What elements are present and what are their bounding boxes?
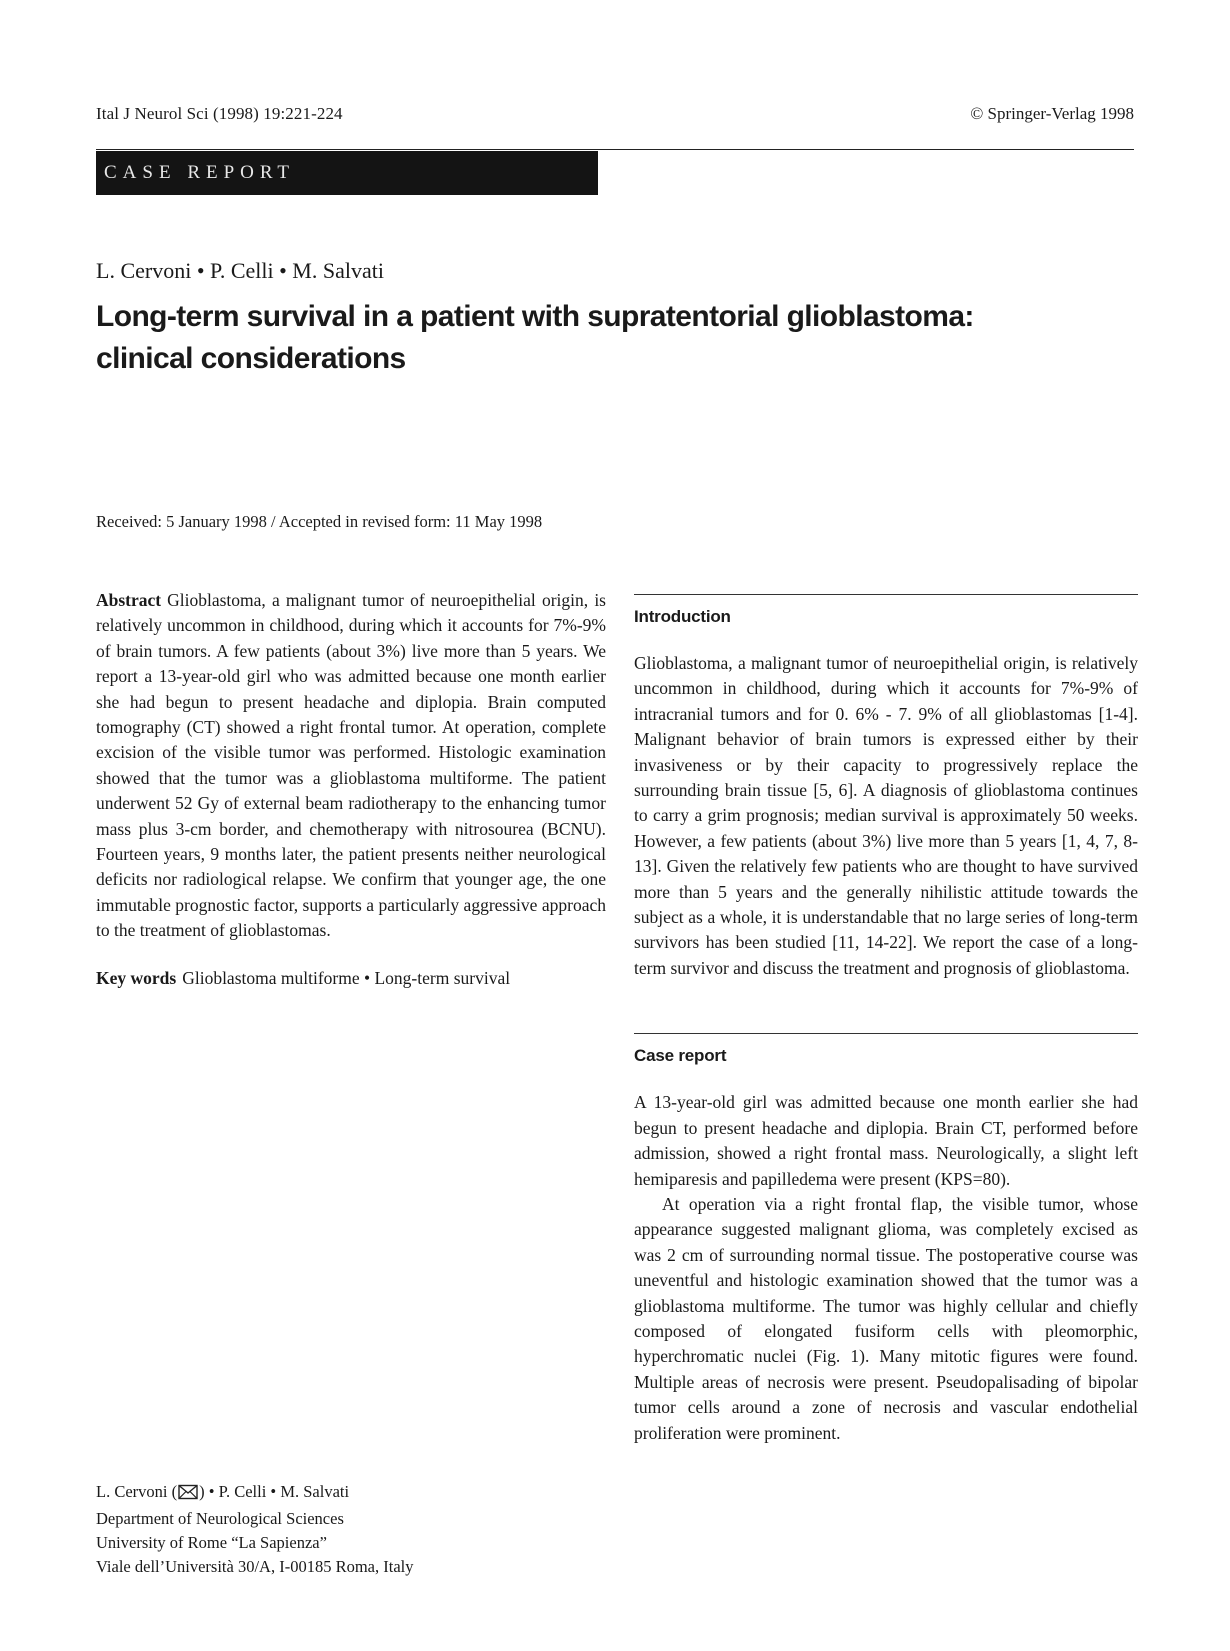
left-column xyxy=(96,588,606,991)
journal-reference: Ital J Neurol Sci (1998) 19:221-224 xyxy=(96,104,343,123)
address-university: University of Rome “La Sapienza” xyxy=(96,1533,327,1552)
section-rule xyxy=(634,594,1138,595)
keywords-text: Glioblastoma multiforme • Long-term survival xyxy=(182,967,511,988)
address-author-rest: ) • P. Celli • M. Salvati xyxy=(199,1482,350,1501)
title-line-1: Long-term survival in a patient with supratentorial glioblastoma: xyxy=(96,300,974,333)
received-dates: Received: 5 January 1998 / Accepted in revised form: 11 May 1998 xyxy=(96,512,543,531)
right-column xyxy=(634,594,1138,1446)
envelope-icon xyxy=(178,1483,198,1507)
case-report-section xyxy=(634,1033,1138,1446)
address-department: Department of Neurological Sciences xyxy=(96,1509,344,1528)
address-author-1: L. Cervoni ( xyxy=(96,1482,178,1501)
case-report-paragraph-1: A 13-year-old girl was admitted because one month earlier she had begun to present headache and diplopia. Brain CT, performed before admission, showed a right frontal mass. Neurologically, a slight left hemiparesis and papilledema were present (KPS=80). xyxy=(634,1092,1138,1189)
address-street: Viale dell’Università 30/A, I-00185 Roma, Italy xyxy=(96,1557,414,1576)
section-rule xyxy=(634,1033,1138,1034)
abstract-text: Glioblastoma, a malignant tumor of neuroepithelial origin, is relatively uncommon in childhood, during which it accounts for 7%-9% of brain tumors. A few patients (about 3%) live more than 5 years. We report a 13-year-old girl who was admitted because one month earlier she had begun to present headache and diplopia. Brain computed tomography (CT) showed a right frontal tumor. At operation, complete excision of the visible tumor was performed. Histologic examination showed that the tumor was a glioblastoma multiforme. The patient underwent 52 Gy of external beam radiotherapy to the enhancing tumor mass plus 3-cm border, and chemotherapy with nitrosourea (BCNU). Fourteen years, 9 months later, the patient presents neither neurological deficits nor radiological relapse. We confirm that younger age, the one immutable prognostic factor, supports a particularly aggressive approach to the treatment of glioblastomas. xyxy=(96,590,606,941)
case-report-heading: Case report xyxy=(634,1046,727,1066)
article-type-banner: CASE REPORT xyxy=(96,151,598,195)
abstract xyxy=(96,588,606,944)
header-rule xyxy=(96,149,1134,150)
abstract-label: Abstract xyxy=(96,590,162,610)
introduction-heading: Introduction xyxy=(634,607,731,626)
title-line-2: clinical considerations xyxy=(96,342,406,375)
publisher-copyright: © Springer-Verlag 1998 xyxy=(970,104,1134,123)
keywords xyxy=(96,966,606,991)
case-report-paragraph-2: At operation via a right frontal flap, the visible tumor, whose appearance suggested malignant glioma, was completely excised as was 2 cm of surrounding normal tissue. The postoperative course was uneventful and histologic examination showed that the tumor was a glioblastoma multiforme. The tumor was highly cellular and chiefly composed of elongated fusiform cells with pleomorphic, hyperchromatic nuclei (Fig. 1). Many mitotic figures were found. Multiple areas of necrosis were present. Pseudopalisading of bipolar tumor cells around a zone of necrosis and vascular endothelial proliferation were prominent. xyxy=(634,1193,1138,1443)
correspondence-address xyxy=(96,1480,596,1579)
article-title xyxy=(96,296,1136,380)
address-authors xyxy=(96,1480,596,1507)
author-list: L. Cervoni • P. Celli • M. Salvati xyxy=(96,258,384,283)
introduction-text: Glioblastoma, a malignant tumor of neuroepithelial origin, is relatively uncommon in childhood, during which it accounts for 7%-9% of intracranial tumors and for 0. 6% - 7. 9% of all glioblastomas [1-4]. Malignant behavior of brain tumors is expressed either by their invasiveness or by their capacity to progressively replace the surrounding brain tissue [5, 6]. A diagnosis of glioblastoma continues to carry a grim prognosis; median survival is approximately 50 weeks. However, a few patients (about 3%) live more than 5 years [1, 4, 7, 8-13]. Given the relatively few patients who are thought to have survived more than 5 years and the generally nihilistic attitude towards the subject as a whole, it is understandable that no large series of long-term survivors has been studied [11, 14-22]. We report the case of a long-term survivor and discuss the treatment and prognosis of glioblastoma. xyxy=(634,653,1138,978)
introduction-section xyxy=(634,594,1138,981)
keywords-label: Key words xyxy=(96,967,177,988)
